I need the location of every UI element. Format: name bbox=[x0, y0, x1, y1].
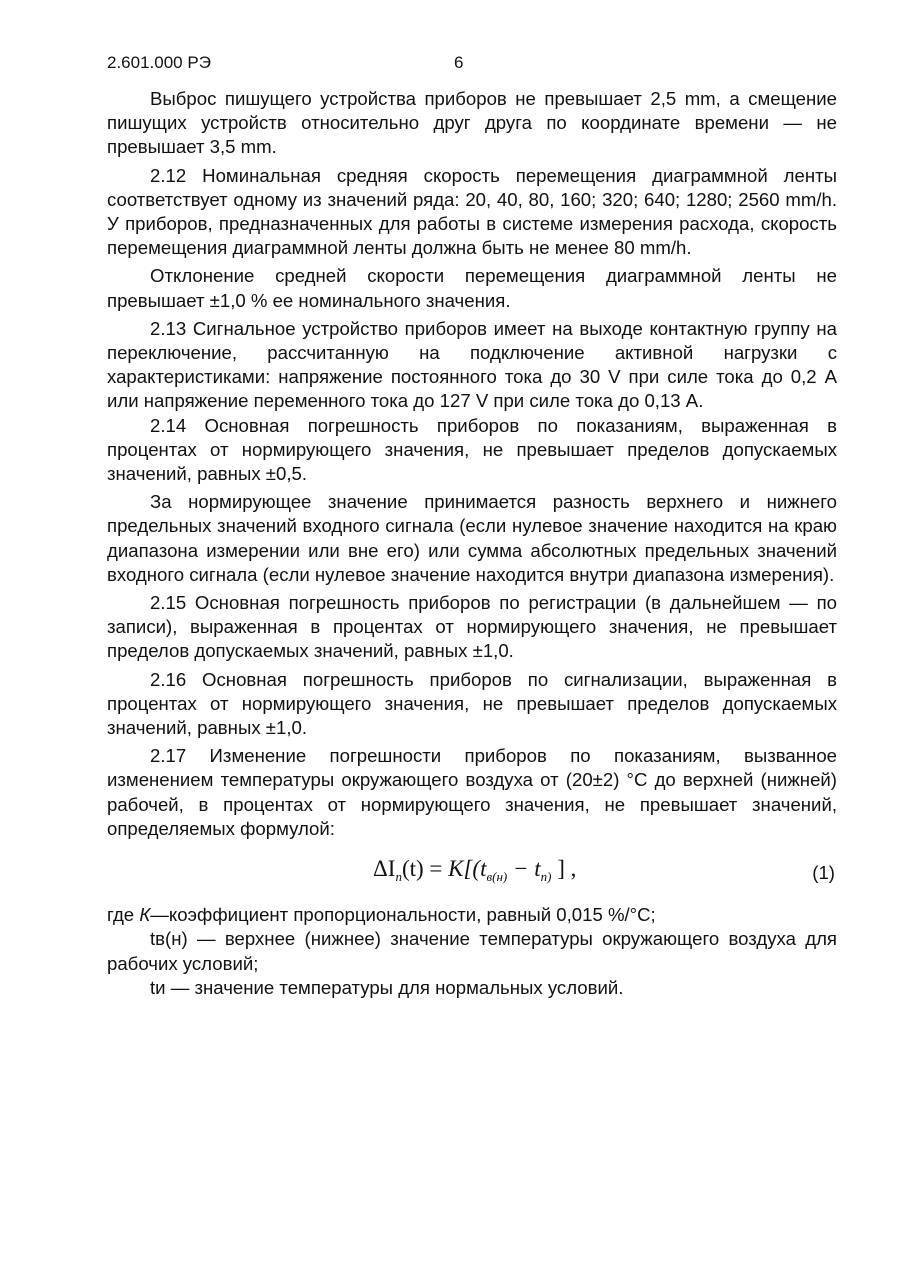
formula-legend bbox=[107, 903, 837, 1000]
formula-lhs-sub: п bbox=[395, 869, 402, 885]
legend-tn-line: tи — значение температуры для нормальных условий. bbox=[150, 976, 624, 998]
paragraph-pen-overshoot: Выброс пишущего устройства приборов не превышает 2,5 mm, а смещение пишущих устройств относительно друг друга по координате времени — не превышает 3,5 mm. bbox=[107, 88, 837, 158]
document-code: 2.601.000 РЭ bbox=[107, 53, 211, 72]
paragraph-speed-deviation: Отклонение средней скорости перемещения диаграммной ленты не превышает ±1,0 % ее номинального значения. bbox=[107, 265, 837, 311]
formula-expression bbox=[373, 857, 576, 889]
legend-k-text: —коэффициент пропорциональности, равный 0,015 %/°С; bbox=[150, 904, 656, 926]
paragraph-2-14: 2.14 Основная погрешность приборов по показаниям, выраженная в процентах от нормирующего значения, не превышает пределов допускаемых значений, равных ±0,5. bbox=[107, 414, 837, 485]
formula-lhs-symbol: ΔI bbox=[373, 856, 396, 882]
paragraph-2-12: 2.12 Номинальная средняя скорость перемещения диаграммной ленты соответствует одному из значений ряда: 20, 40, 80, 160; 320; 640; 1280; 2560 mm/h. У приборов, предназначенных для работы в системе измерения расхода, скорость перемещения диаграммной ленты должна быть не менее 80 mm/h. bbox=[107, 164, 837, 259]
formula-minus: − t bbox=[507, 856, 541, 882]
paragraph-2-13: 2.13 Сигнальное устройство приборов имеет на выходе контактную группу на переключение, рассчитанную на подключение активной нагрузки с характеристиками: напряжение постоянного тока до 30 V при силе тока до 0,2 А или напряжение переменного тока до 127 V при силе тока до 0,13 А. bbox=[107, 317, 837, 412]
document-body bbox=[107, 87, 837, 1000]
page-number: 6 bbox=[454, 53, 464, 72]
paragraph-2-15: 2.15 Основная погрешность приборов по регистрации (в дальнейшем — по записи), выраженная в процентах от нормирующего значения, не превышает пределов допускаемых значений, равных ±1,0. bbox=[107, 592, 837, 662]
legend-k-symbol: К bbox=[139, 904, 151, 926]
legend-k-line bbox=[107, 903, 837, 927]
formula-sub-upper: в(н) bbox=[486, 869, 508, 885]
formula-lhs-arg: (t) = bbox=[401, 856, 449, 882]
paragraph-2-17: 2.17 Изменение погрешности приборов по показаниям, вызванное изменением температуры окружающего воздуха от (20±2) °С до верхней (нижней) рабочей, в процентах от нормирующего значения, не превышает значений, определяемых формулой: bbox=[107, 745, 837, 839]
paragraph-2-16: 2.16 Основная погрешность приборов по сигнализации, выраженная в процентах от нормирующего значения, не превышает пределов допускаемых значений, равных ±1,0. bbox=[107, 668, 837, 739]
formula-sub-normal: п) bbox=[540, 869, 552, 885]
formula-number: (1) bbox=[812, 862, 835, 884]
legend-tv-line: tв(н) — верхнее (нижнее) значение температуры окружающего воздуха для рабочих условий; bbox=[107, 928, 837, 974]
formula-block bbox=[107, 845, 837, 903]
formula-close: ] , bbox=[551, 856, 577, 882]
formula-open: [(t bbox=[463, 856, 487, 882]
formula-k: K bbox=[448, 856, 464, 882]
legend-intro: где bbox=[107, 904, 140, 926]
paragraph-normalizing-value: За нормирующее значение принимается разность верхнего и нижнего предельных значений входного сигнала (если нулевое значение находится на краю диапазона измерении или вне его) или сумма абсолютных предельных значений входного сигнала (если нулевое значение находится внутри диапазона измерения). bbox=[107, 491, 837, 585]
